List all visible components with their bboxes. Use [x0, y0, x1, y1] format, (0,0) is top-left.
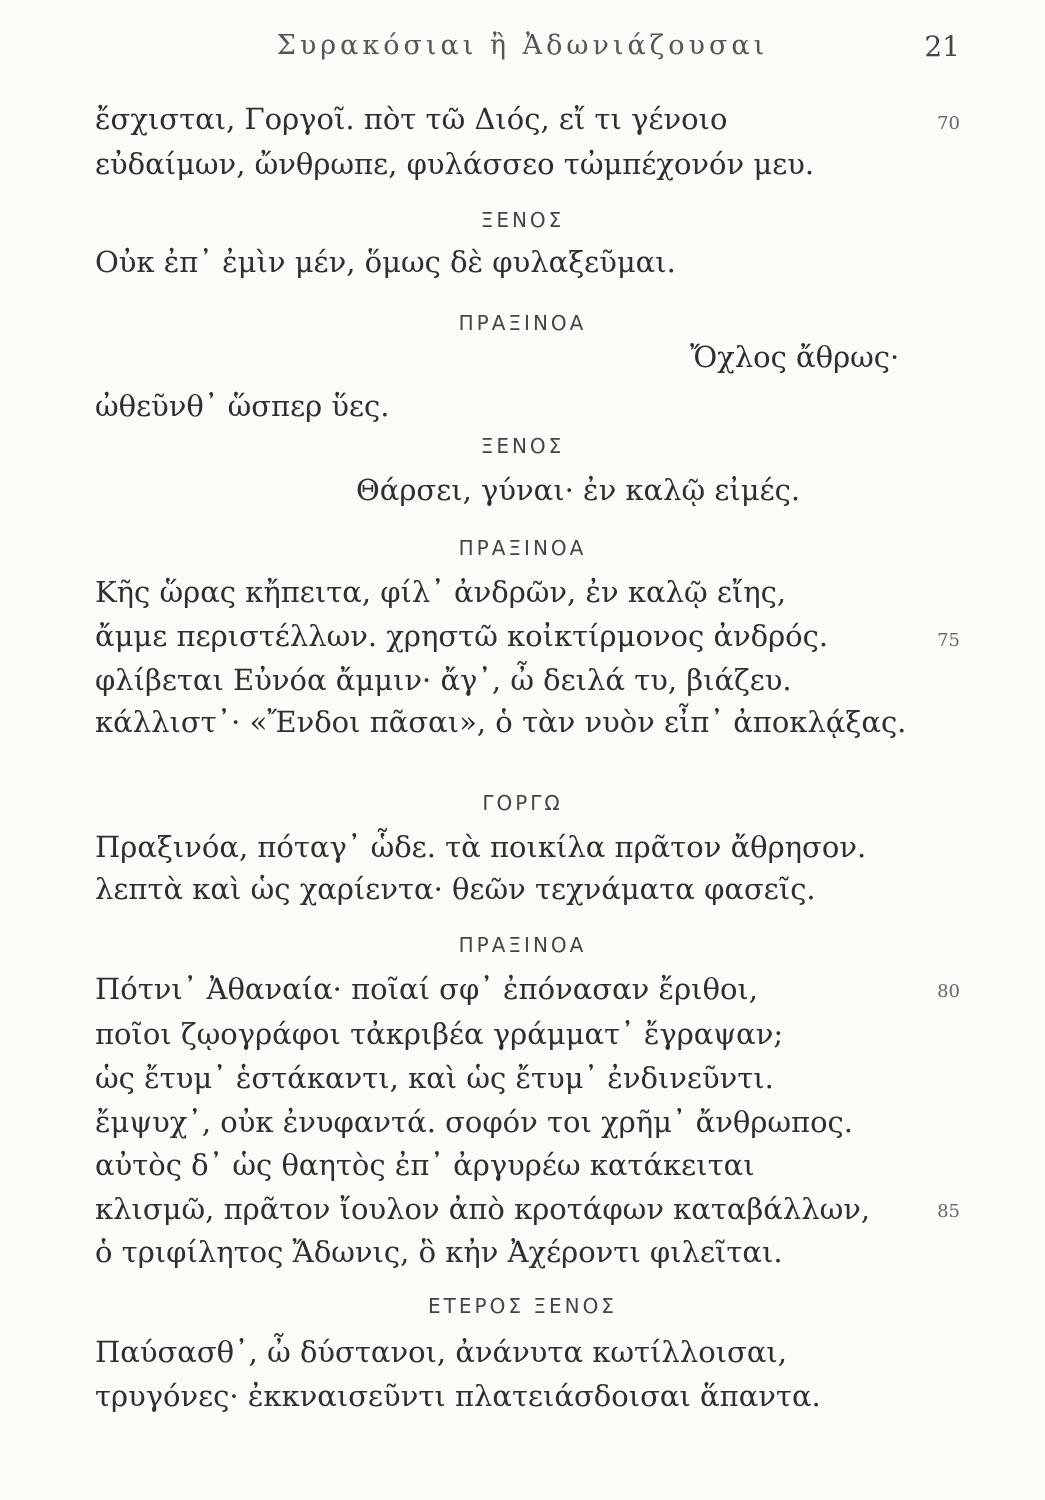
verse-line: εὐδαίμων, ὤνθρωπε, φυλάσσεο τὠμπέχονόν μευ.: [95, 147, 815, 181]
speaker-label: ΠΡΑΞΙΝΟΑ: [458, 311, 587, 335]
verse-line: τρυγόνες· ἐκκναισεῦντι πλατειάσδοισαι ἅπαντα.: [95, 1379, 821, 1413]
verse-line: ὁ τριφίλητος Ἄδωνις, ὃ κἠν Ἀχέροντι φιλεῖται.: [95, 1235, 783, 1269]
verse-line: Πότνι᾽ Ἀθαναία· ποῖαί σφ᾽ ἐπόνασαν ἔριθοι,: [95, 972, 758, 1006]
line-number: 70: [937, 113, 960, 134]
verse-line: κλισμῶ, πρᾶτον ἴουλον ἀπὸ κροτάφων καταβάλλων,: [95, 1192, 871, 1226]
line-number: 75: [937, 630, 960, 651]
speaker-label: ΞΕΝΟΣ: [480, 208, 565, 232]
verse-line: Παύσασθ᾽, ὦ δύστανοι, ἀνάνυτα κωτίλλοισαι,: [95, 1335, 787, 1369]
verse-line: ὠθεῦνθ᾽ ὥσπερ ὕες.: [95, 389, 390, 423]
running-title: Συρακόσιαι ἢ Ἀδωνιάζουσαι: [276, 30, 769, 61]
verse-line: Πραξινόα, πόταγ᾽ ὧδε. τὰ ποικίλα πρᾶτον ἄθρησον.: [95, 830, 867, 864]
verse-line: Ὄχλος ἄθρως·: [690, 340, 900, 374]
speaker-label: ΞΕΝΟΣ: [480, 434, 565, 458]
speaker-label: ΕΤΕΡΟΣ ΞΕΝΟΣ: [428, 1294, 617, 1318]
verse-line: Θάρσει, γύναι· ἐν καλῷ εἰμές.: [356, 473, 801, 507]
verse-line: κάλλιστ᾽· «Ἔνδοι πᾶσαι», ὁ τὰν νυὸν εἶπ᾽ ἀποκλᾴξας.: [95, 705, 907, 739]
speaker-label: ΠΡΑΞΙΝΟΑ: [458, 536, 587, 560]
speaker-label: ΓΟΡΓΩ: [482, 791, 563, 815]
verse-line: Οὐκ ἐπ᾽ ἐμὶν μέν, ὅμως δὲ φυλαξεῦμαι.: [95, 245, 676, 279]
line-number: 80: [937, 981, 960, 1002]
verse-line: Κῆς ὥρας κἤπειτα, φίλ᾽ ἀνδρῶν, ἐν καλῷ εἴης,: [95, 575, 787, 609]
verse-line: λεπτὰ καὶ ὡς χαρίεντα· θεῶν τεχνάματα φασεῖς.: [95, 872, 816, 906]
page-number: 21: [924, 30, 960, 63]
verse-line: ἄμμε περιστέλλων. χρηστῶ κοἰκτίρμονος ἀνδρός.: [95, 619, 829, 653]
line-number: 85: [937, 1201, 960, 1222]
verse-line: ἔσχισται, Γοργοῖ. πὸτ τῶ Διός, εἴ τι γένοιο: [95, 102, 728, 136]
speaker-label: ΠΡΑΞΙΝΟΑ: [458, 933, 587, 957]
verse-line: ὡς ἔτυμ᾽ ἑστάκαντι, καὶ ὡς ἔτυμ᾽ ἐνδινεῦντι.: [95, 1061, 774, 1095]
verse-line: ποῖοι ζῳογράφοι τἀκριβέα γράμματ᾽ ἔγραψαν;: [95, 1017, 784, 1051]
verse-line: αὐτὸς δ᾽ ὡς θαητὸς ἐπ᾽ ἀργυρέω κατάκειται: [95, 1148, 755, 1182]
verse-line: ἔμψυχ᾽, οὐκ ἐνυφαντά. σοφόν τοι χρῆμ᾽ ἄνθρωπος.: [95, 1105, 853, 1139]
verse-line: φλίβεται Εὐνόα ἄμμιν· ἄγ᾽, ὦ δειλά τυ, βιάζευ.: [95, 663, 792, 697]
